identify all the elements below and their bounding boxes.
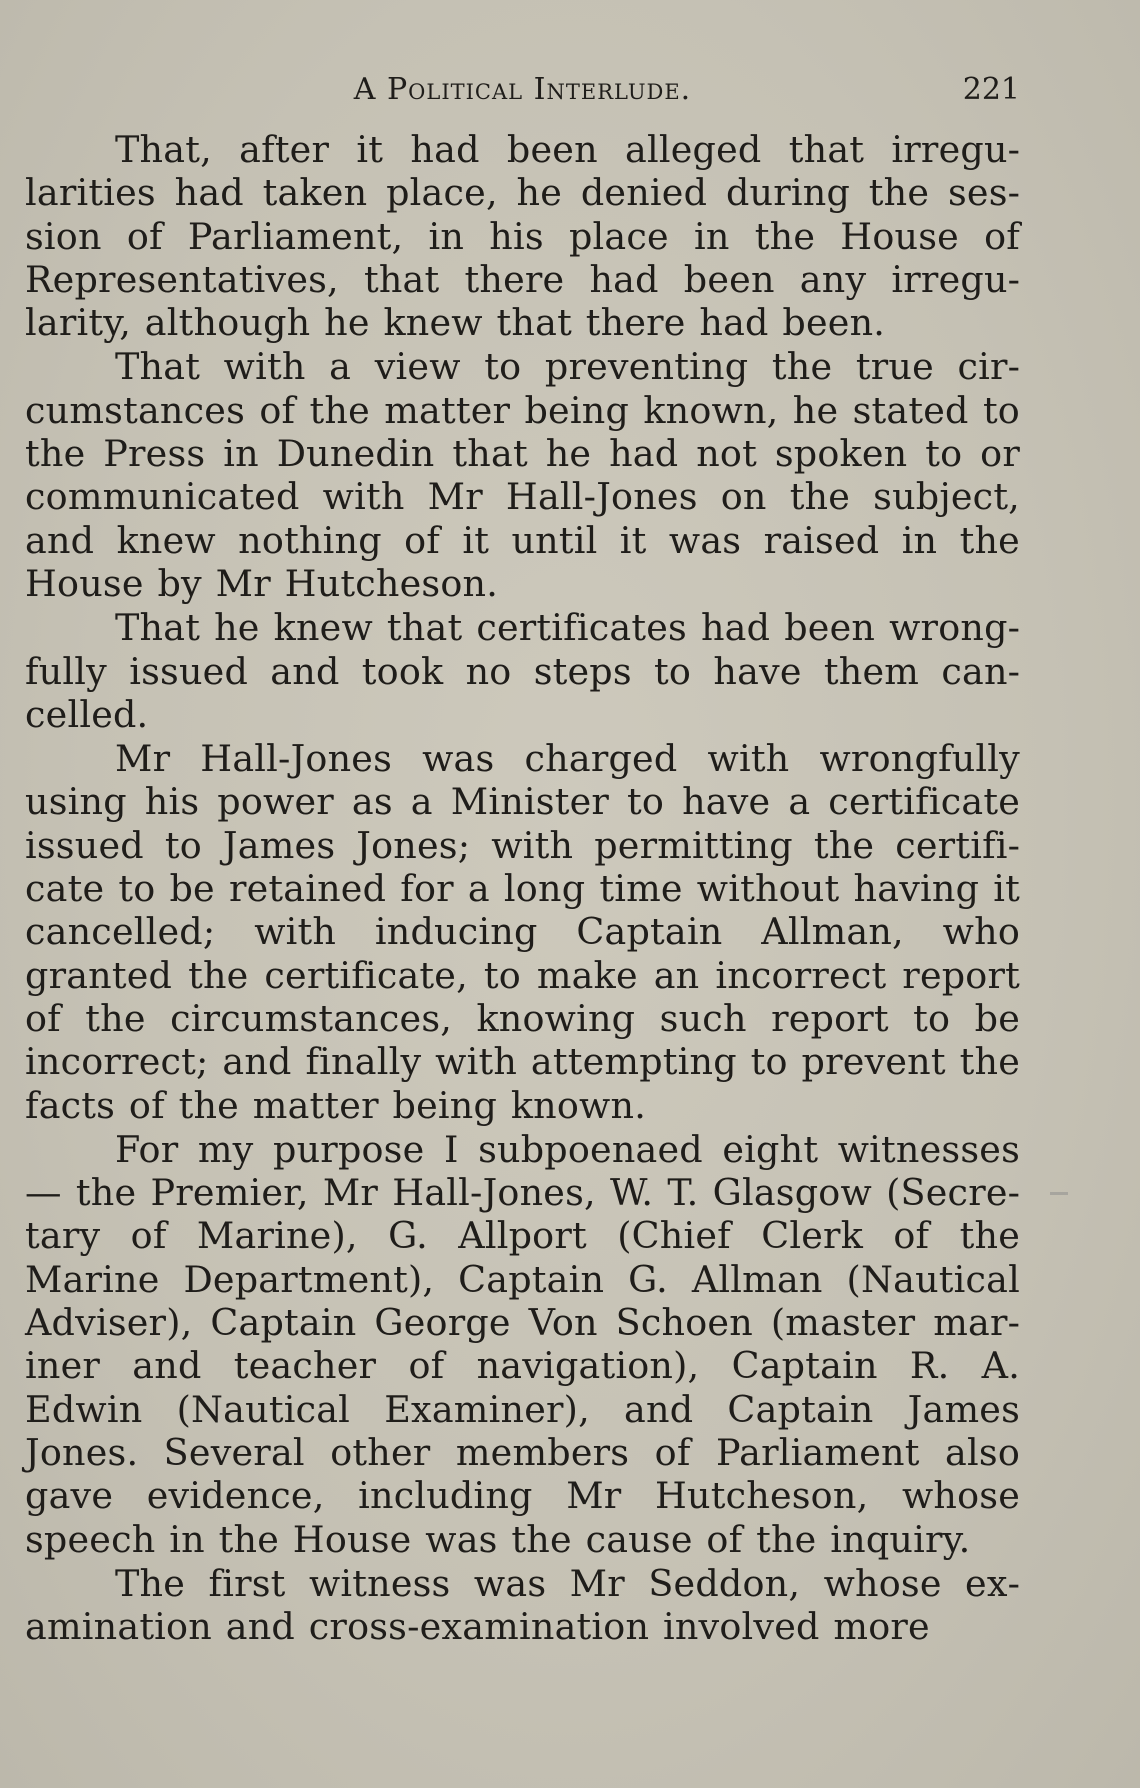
paragraph-3: That he knew that certificates had been wrongfully issued and took no steps to have them cancelled.: [25, 606, 1020, 736]
margin-mark: [1050, 1192, 1068, 1195]
paragraph-1: That, after it had been alleged that irregularities had taken place, he denied during the session of Parliament, in his place in the House of Representatives, that there had been any irregularity, although he knew that there had been.: [25, 128, 1020, 345]
body-text: [25, 128, 1020, 1648]
paragraph-2: That with a view to preventing the true circumstances of the matter being known, he stated to the Press in Dunedin that he had not spoken to or communicated with Mr Hall-Jones on the subject, and knew nothing of it until it was raised in the House by Mr Hutcheson.: [25, 345, 1020, 605]
paragraph-4: Mr Hall-Jones was charged with wrongfully using his power as a Minister to have a certificate issued to James Jones; with permitting the certificate to be retained for a long time without having it cancelled; with inducing Captain Allman, who granted the certificate, to make an incorrect report of the circumstances, knowing such report to be incorrect; and finally with attempting to prevent the facts of the matter being known.: [25, 737, 1020, 1127]
paragraph-5: For my purpose I subpoenaed eight witnesses— the Premier, Mr Hall-Jones, W. T. Glasgow (Secretary of Marine), G. Allport (Chief Clerk of the Marine Department), Captain G. Allman (Nautical Adviser), Captain George Von Schoen (master mariner and teacher of navigation), Captain R. A. Edwin (Nautical Examiner), and Captain James Jones. Several other members of Parliament also gave evidence, including Mr Hutcheson, whose speech in the House was the cause of the inquiry.: [25, 1127, 1020, 1561]
page-number: 221: [962, 72, 1020, 107]
running-header: [25, 64, 1020, 114]
running-title: A Political Interlude.: [353, 72, 692, 107]
paragraph-6: The first witness was Mr Seddon, whose examination and cross-examination involved more: [25, 1561, 1020, 1649]
